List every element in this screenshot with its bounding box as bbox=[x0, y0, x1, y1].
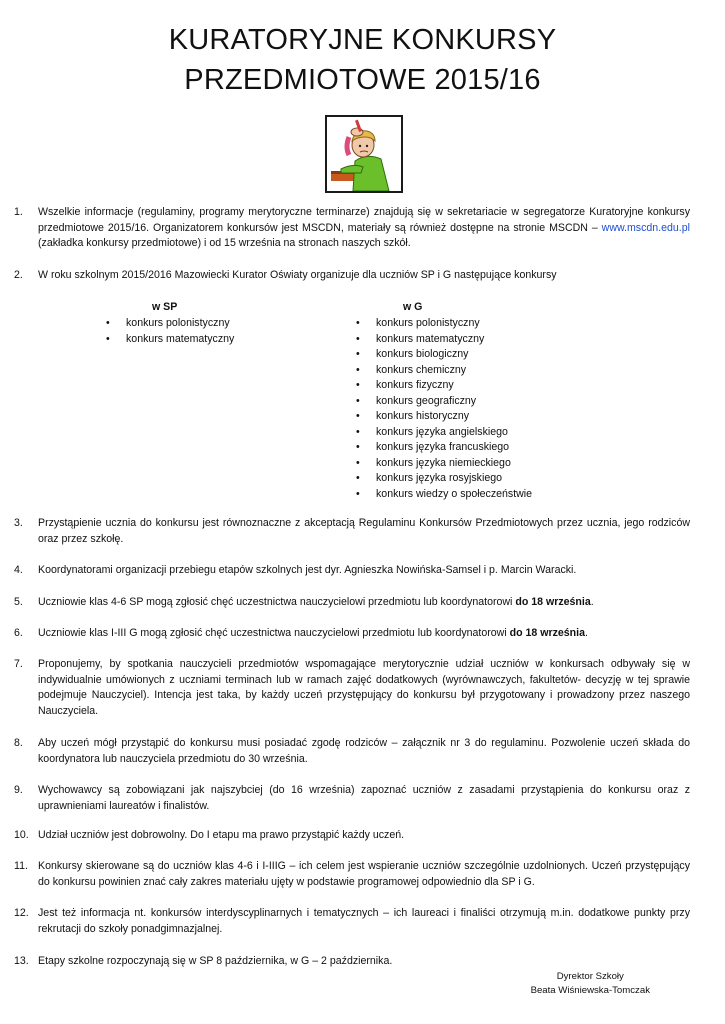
item-text: Wszelkie informacje (regulaminy, programy merytoryczne terminarze) znajdują się w sekretariacie w segregatorze Kuratoryjne konkursy przedmiotowe 2015/16. Organizatorem konkursów jest MSCDN, materiały są również dostępne na stronie MSCDN – www.mscdn.edu.pl (zakładka konkursy przedmiotowe) i od 15 września na stronach naszych szkół. bbox=[38, 206, 690, 249]
item-number: 13. bbox=[14, 955, 29, 967]
item-text: Jest też informacja nt. konkursów interdyscyplinarnych i tematycznych – ich laureaci i finaliści otrzymują m.in. dodatkowe punkty przy rekrutacji do szkoły ponadgimnazjalnej. bbox=[38, 907, 690, 935]
contest-name: konkurs polonistyczny bbox=[376, 317, 480, 329]
item-number: 10. bbox=[14, 829, 29, 841]
contest-list-item bbox=[352, 378, 612, 394]
item-text: Koordynatorami organizacji przebiegu etapów szkolnych jest dyr. Agnieszka Nowińska-Samsel i p. Marcin Waracki. bbox=[38, 564, 577, 576]
contest-list-item bbox=[352, 425, 612, 441]
bullet-icon: • bbox=[356, 348, 360, 360]
bullet-icon: • bbox=[356, 317, 360, 329]
bullet-icon: • bbox=[356, 472, 360, 484]
item-text: Przystąpienie ucznia do konkursu jest równoznaczne z akceptacją Regulaminu Konkursów Przedmiotowych przez ucznia, jego rodziców oraz przez szkołę. bbox=[38, 517, 690, 545]
item-number: 12. bbox=[14, 907, 29, 919]
bullet-icon: • bbox=[356, 394, 360, 407]
item-text: Uczniowie klas 4-6 SP mogą zgłosić chęć uczestnictwa nauczycielowi przedmiotu lub koordynatorowi do 18 września. bbox=[38, 596, 594, 608]
g-column-heading: w G bbox=[403, 301, 423, 313]
signature-role: Dyrektor Szkoły bbox=[556, 971, 624, 982]
contest-name: konkurs matematyczny bbox=[126, 332, 235, 345]
item-text: Uczniowie klas I-III G mogą zgłosić chęć uczestnictwa nauczycielowi przedmiotu lub koordynatorowi do 18 września. bbox=[38, 627, 588, 639]
bullet-icon: • bbox=[356, 425, 360, 438]
item-number: 11. bbox=[14, 860, 28, 872]
bullet-icon: • bbox=[356, 363, 360, 376]
contest-name: konkurs geograficzny bbox=[376, 394, 477, 407]
item-text: Wychowawcy są zobowiązani jak najszybciej (do 16 września) zapoznać uczniów z zasadami przystąpienia do konkursu oraz z uprawnieniami laureatów i finalistów. bbox=[38, 784, 690, 812]
item-text: Udział uczniów jest dobrowolny. Do I etapu ma prawo przystąpić każdy uczeń. bbox=[38, 829, 405, 841]
contest-list-item bbox=[352, 332, 612, 348]
contest-list-item bbox=[352, 347, 612, 363]
item-number: 4. bbox=[14, 564, 23, 576]
item-number: 7. bbox=[14, 658, 23, 670]
contest-name: konkurs matematyczny bbox=[376, 332, 485, 345]
contest-list-item bbox=[102, 316, 322, 332]
contest-name: konkurs biologiczny bbox=[376, 348, 469, 360]
bullet-icon: • bbox=[106, 317, 110, 329]
contest-list-item bbox=[352, 487, 612, 503]
item-number: 8. bbox=[14, 737, 23, 749]
contest-list-item bbox=[352, 409, 612, 425]
signature-name: Beata Wiśniewska-Tomczak bbox=[530, 985, 650, 996]
contest-list-item bbox=[352, 363, 612, 379]
contest-list-item bbox=[352, 456, 612, 472]
contest-name: konkurs polonistyczny bbox=[126, 317, 230, 329]
mscdn-link[interactable]: www.mscdn.edu.pl bbox=[601, 221, 690, 234]
title-line-1: KURATORYJNE KONKURSY bbox=[168, 24, 557, 56]
contest-name: konkurs fizyczny bbox=[376, 379, 454, 391]
contest-name: konkurs języka rosyjskiego bbox=[376, 472, 502, 484]
item-text: Proponujemy, by spotkania nauczycieli przedmiotów wspomagające merytorycznie udział uczniów w konkursach odbywały się w indywidualnie umówionych z uczniami terminach lub w ramach zajęć dodatkowych (wyrównawczych, fakultetów- decyzję w tej sprawie podejmuje Nauczyciel). Intencja jest taka, by każdy uczeń przystępujący do konkursu był przygotowany i prowadzony przez naszego Nauczyciela. bbox=[38, 658, 690, 717]
item-number: 2. bbox=[14, 269, 23, 281]
deadline-bold: do 18 września bbox=[515, 596, 591, 608]
contest-list-item bbox=[352, 440, 612, 456]
bullet-icon: • bbox=[106, 332, 110, 345]
signature-block bbox=[531, 970, 650, 998]
contest-list-item bbox=[352, 471, 612, 487]
bullet-icon: • bbox=[356, 332, 360, 345]
contest-name: konkurs wiedzy o społeczeństwie bbox=[376, 487, 533, 500]
item-number: 6. bbox=[14, 627, 23, 639]
contest-name: konkurs języka niemieckiego bbox=[376, 456, 511, 469]
student-thinking-icon bbox=[325, 115, 403, 193]
bullet-icon: • bbox=[356, 410, 360, 422]
item-text: Aby uczeń mógł przystąpić do konkursu musi posiadać zgodę rodziców – załącznik nr 3 do regulaminu. Pozwolenie uczeń składa do koordynatora lub nauczyciela przedmiotu do 30 września. bbox=[38, 737, 690, 765]
document-title bbox=[0, 20, 725, 100]
g-contest-list bbox=[352, 316, 612, 502]
item-text: Konkursy skierowane są do uczniów klas 4-6 i I-IIIG – ich celem jest wspieranie uczniów szczególnie uzdolnionych. Uczeń przystępujący do konkursu powinien znać cały zakres materiału ujęty w podstawie programowej odpowiednio dla SP i G. bbox=[38, 860, 690, 888]
bullet-icon: • bbox=[356, 487, 360, 500]
bullet-icon: • bbox=[356, 441, 360, 453]
contest-list-item bbox=[352, 316, 612, 332]
item-number: 1. bbox=[14, 206, 23, 218]
contest-name: konkurs języka francuskiego bbox=[376, 441, 510, 453]
title-line-2: PRZEDMIOTOWE 2015/16 bbox=[184, 64, 541, 96]
item-number: 3. bbox=[14, 517, 23, 529]
item-text: Etapy szkolne rozpoczynają się w SP 8 października, w G – 2 października. bbox=[38, 955, 393, 967]
contest-name: konkurs historyczny bbox=[376, 410, 470, 422]
item-text: W roku szkolnym 2015/2016 Mazowiecki Kurator Oświaty organizuje dla uczniów SP i G następujące konkursy bbox=[38, 269, 557, 281]
sp-column-heading: w SP bbox=[152, 301, 178, 313]
bullet-icon: • bbox=[356, 456, 360, 469]
contest-list-item bbox=[102, 332, 322, 348]
bullet-icon: • bbox=[356, 379, 360, 391]
contest-name: konkurs języka angielskiego bbox=[376, 425, 508, 438]
sp-contest-list bbox=[102, 316, 322, 347]
item-number: 9. bbox=[14, 784, 23, 796]
item-number: 5. bbox=[14, 596, 23, 608]
deadline-bold: do 18 września bbox=[509, 627, 585, 639]
contest-name: konkurs chemiczny bbox=[376, 363, 467, 376]
contest-list-item bbox=[352, 394, 612, 410]
